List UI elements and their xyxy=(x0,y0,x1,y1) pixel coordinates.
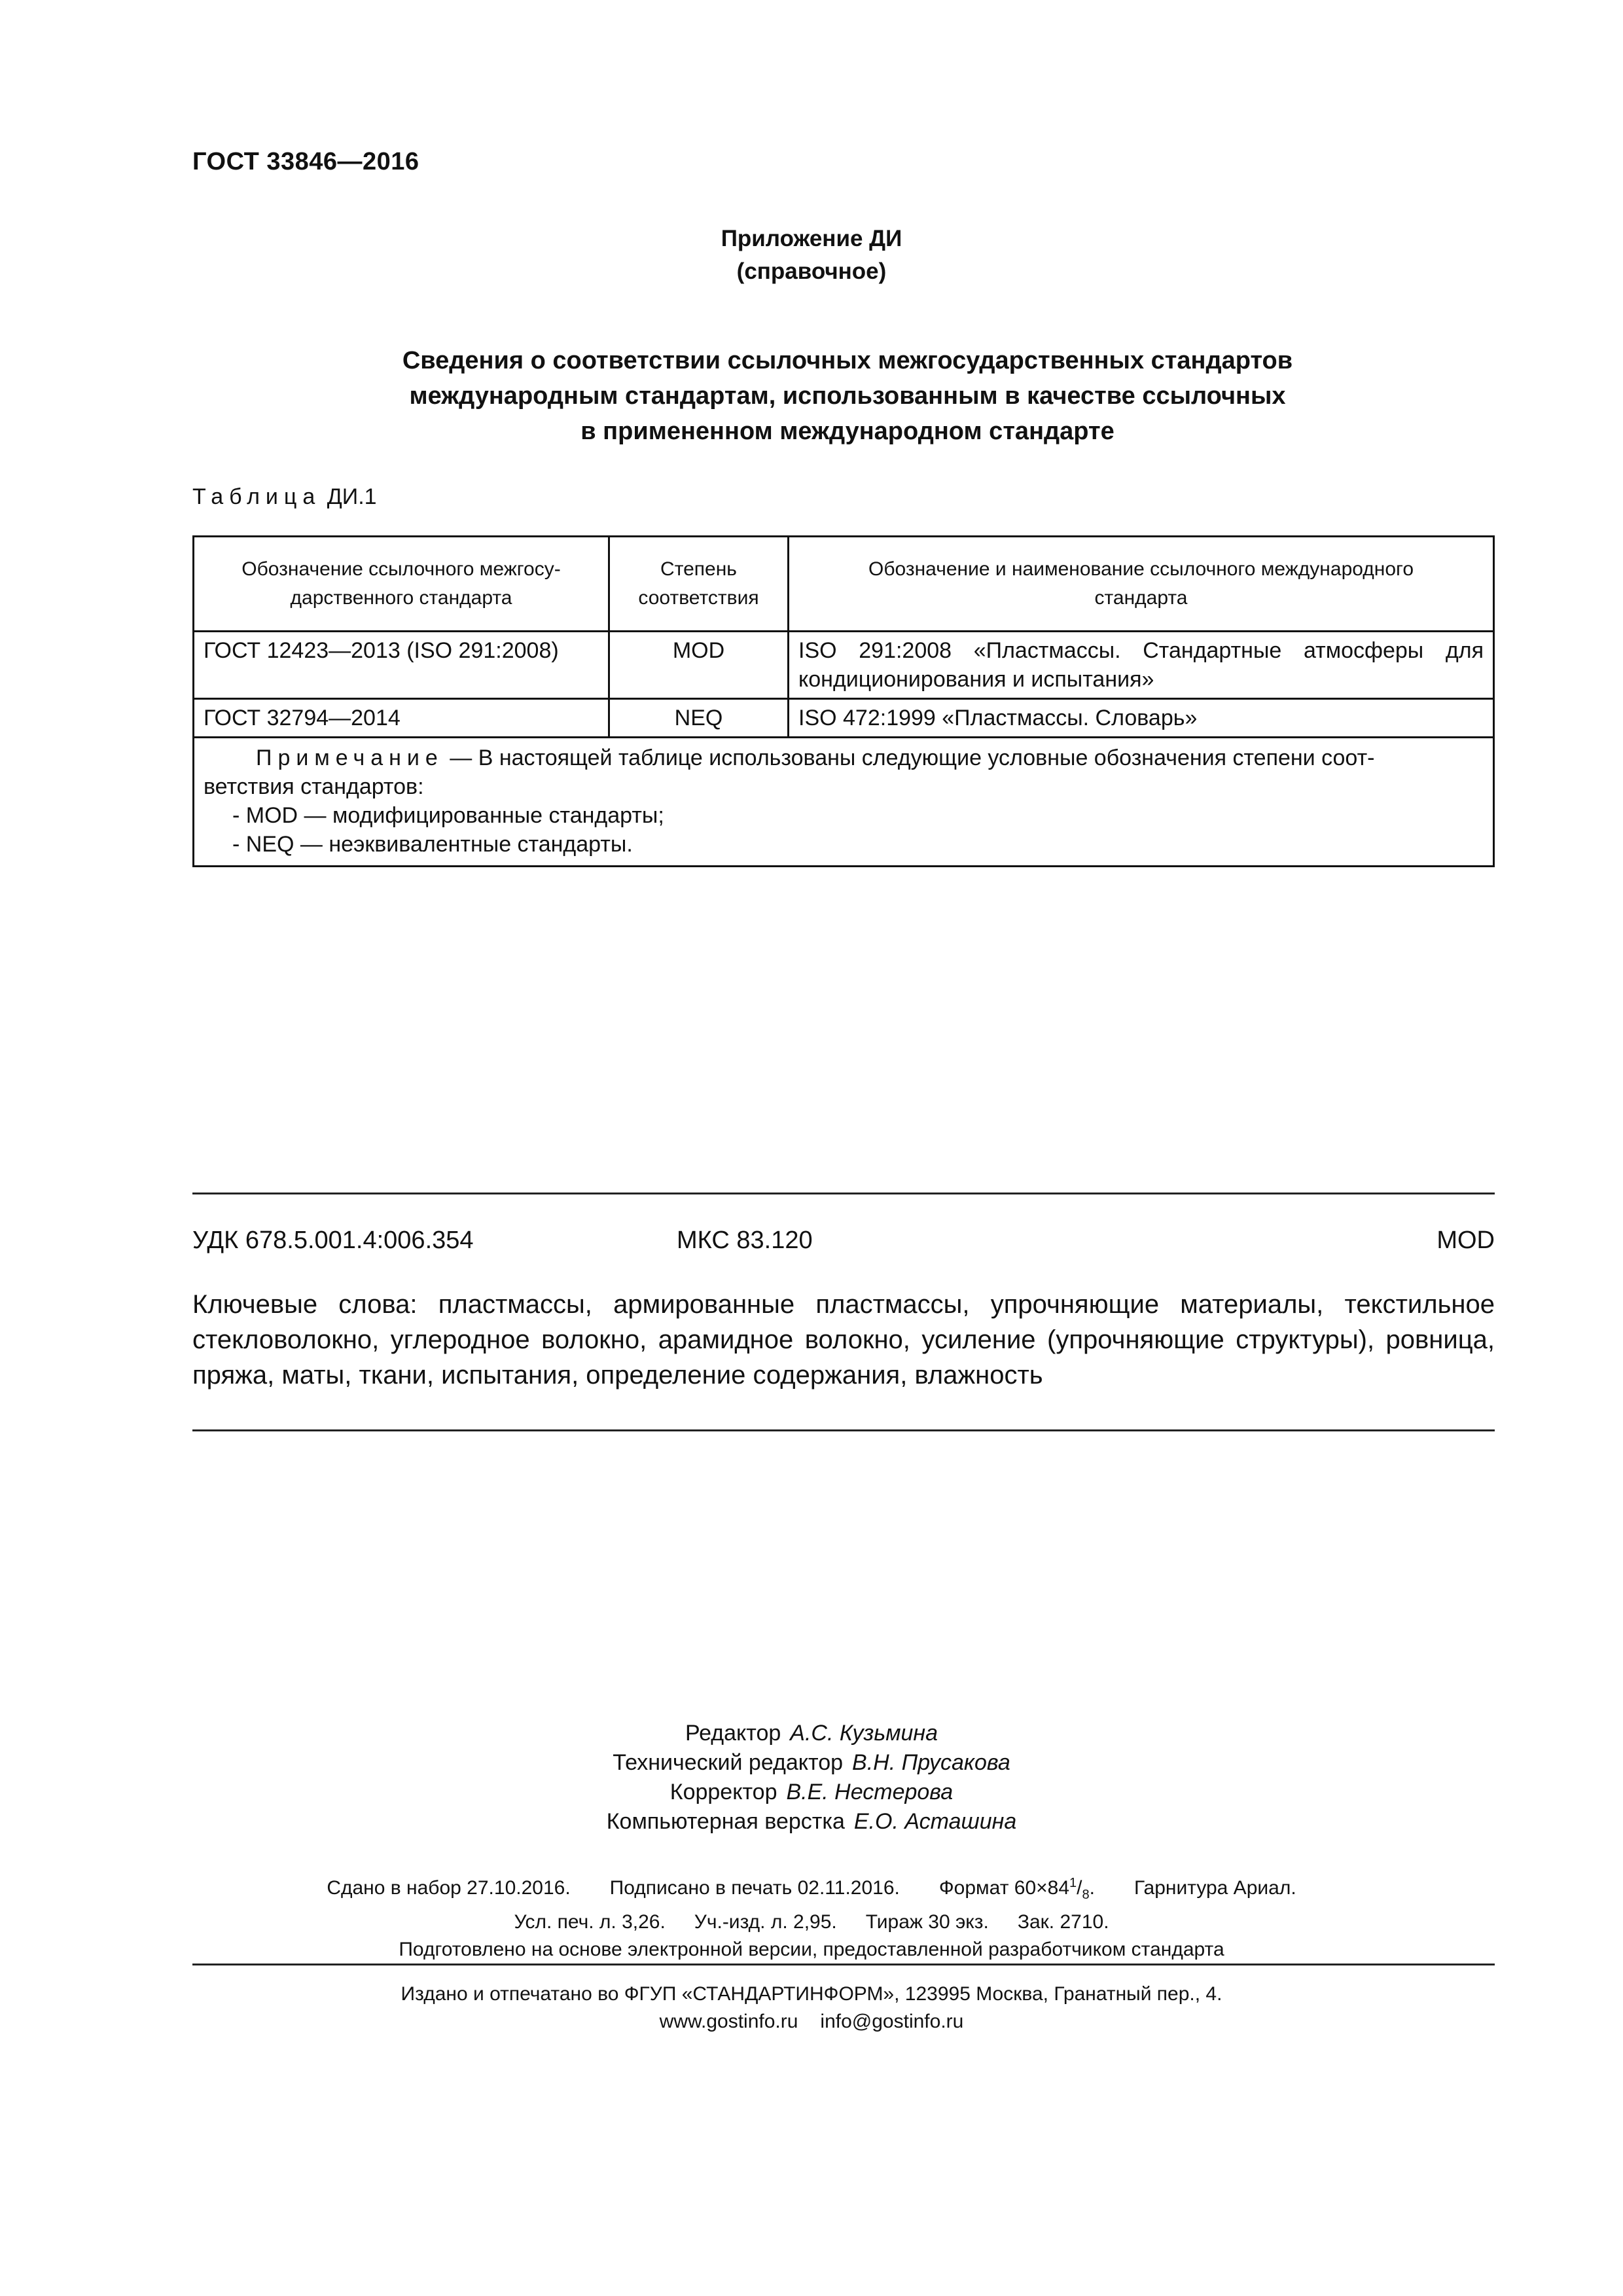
imprint-sheets: Усл. печ. л. 3,26. xyxy=(514,1911,666,1933)
annex-title: Приложение ДИ xyxy=(721,226,902,251)
staff-role: Редактор xyxy=(685,1721,781,1746)
imprint-line-2 xyxy=(0,1909,1623,1936)
staff-line xyxy=(0,1719,1623,1748)
divider-top xyxy=(192,1193,1495,1194)
table-note-row xyxy=(194,738,1494,867)
udc-code: УДК 678.5.001.4:006.354 xyxy=(192,1227,474,1254)
annex-heading-line-3: в примененном международном стандарте xyxy=(580,418,1115,445)
column-header-international-standard: Обозначение и наименование ссылочного международного стандарта xyxy=(789,537,1494,632)
table-note xyxy=(194,738,1494,867)
note-item: - NEQ — неэквивалентные стандарты. xyxy=(232,832,633,857)
table-row xyxy=(194,632,1494,699)
table-label-number: ДИ.1 xyxy=(327,484,377,509)
keywords-line-3: пряжа, маты, ткани, испытания, определение содержания, влажность xyxy=(192,1361,1043,1390)
staff-name: А.С. Кузьмина xyxy=(790,1721,938,1746)
note-text-continued: ветствия стандартов: xyxy=(204,774,424,799)
note-text: — В настоящей таблице использованы следующие условные обозначения степени соот- xyxy=(443,745,1375,770)
imprint-prepared: Подготовлено на основе электронной версии, предоставленной разработчиком стандарта xyxy=(399,1939,1224,1960)
imprint-order: Зак. 2710. xyxy=(1017,1911,1109,1933)
editorial-staff xyxy=(0,1719,1623,1837)
cell-interstate-standard: ГОСТ 12423—2013 (ISO 291:2008) xyxy=(194,632,609,699)
table-label xyxy=(192,484,377,510)
keywords-line-2: стекловолокно, углеродное волокно, арамидное волокно, усиление (упрочняющие структуры), ровница, xyxy=(192,1325,1495,1354)
imprint-run: Тираж 30 экз. xyxy=(865,1911,989,1933)
column-header-interstate-standard: Обозначение ссылочного межгосу- дарственного стандарта xyxy=(194,537,609,632)
annex-heading-line-1: Сведения о соответствии ссылочных межгосударственных стандартов xyxy=(402,347,1293,374)
document-id: ГОСТ 33846—2016 xyxy=(192,148,419,175)
cell-international-standard: ISO 291:2008 «Пластмассы. Стандартные атмосферы для кондиционирования и испытания» xyxy=(789,632,1494,699)
note-label: Примечание xyxy=(256,745,444,770)
staff-line xyxy=(0,1778,1623,1807)
imprint-line-1 xyxy=(0,1869,1623,1909)
staff-name: В.Е. Нестерова xyxy=(786,1780,954,1804)
staff-line xyxy=(0,1748,1623,1778)
keywords xyxy=(192,1287,1495,1393)
staff-role: Корректор xyxy=(669,1780,777,1804)
note-first-line xyxy=(204,744,1484,772)
imprint-signed: Подписано в печать 02.11.2016. xyxy=(609,1877,900,1899)
imprint-pub-sheets: Уч.-изд. л. 2,95. xyxy=(694,1911,837,1933)
publisher-contacts xyxy=(0,2008,1623,2036)
cell-international-standard: ISO 472:1999 «Пластмассы. Словарь» xyxy=(789,699,1494,738)
staff-name: В.Н. Прусакова xyxy=(852,1750,1010,1775)
publisher-line: Издано и отпечатано во ФГУП «СТАНДАРТИНФОРМ», 123995 Москва, Гранатный пер., 4. xyxy=(401,1983,1222,2005)
staff-line xyxy=(0,1807,1623,1837)
correspondence-degree: MOD xyxy=(1436,1227,1495,1254)
cell-interstate-standard: ГОСТ 32794—2014 xyxy=(194,699,609,738)
imprint-font: Гарнитура Ариал. xyxy=(1133,1877,1296,1899)
imprint-sent: Сдано в набор 27.10.2016. xyxy=(327,1877,571,1899)
staff-role: Компьютерная верстка xyxy=(606,1809,845,1834)
note-item: - MOD — модифицированные стандарты; xyxy=(232,803,664,828)
table-label-word: Таблица xyxy=(192,484,321,509)
column-header-degree: Степень соответствия xyxy=(609,537,789,632)
staff-role: Технический редактор xyxy=(613,1750,844,1775)
divider-bottom xyxy=(192,1964,1495,1965)
table-header-row xyxy=(194,537,1494,632)
imprint xyxy=(0,1869,1623,1964)
imprint-format: Формат $60\times 84^1/_8$. xyxy=(938,1876,1095,1902)
publisher-info xyxy=(0,1981,1623,2036)
publisher-site-link[interactable]: www.gostinfo.ru xyxy=(659,2011,798,2032)
table-row xyxy=(194,699,1494,738)
staff-name: Е.О. Асташина xyxy=(853,1809,1017,1834)
annex-heading-line-2: международным стандартам, использованным в качестве ссылочных xyxy=(409,382,1286,410)
cell-degree: NEQ xyxy=(609,699,789,738)
annex-kind: (справочное) xyxy=(736,259,887,284)
divider-middle xyxy=(192,1429,1495,1431)
keywords-line-1: Ключевые слова: пластмассы, армированные пластмассы, упрочняющие материалы, текстильное xyxy=(192,1290,1495,1319)
standards-table xyxy=(192,535,1495,867)
publisher-email-link[interactable]: info@gostinfo.ru xyxy=(820,2011,964,2032)
cell-degree: MOD xyxy=(609,632,789,699)
mks-code: МКС 83.120 xyxy=(677,1227,813,1254)
